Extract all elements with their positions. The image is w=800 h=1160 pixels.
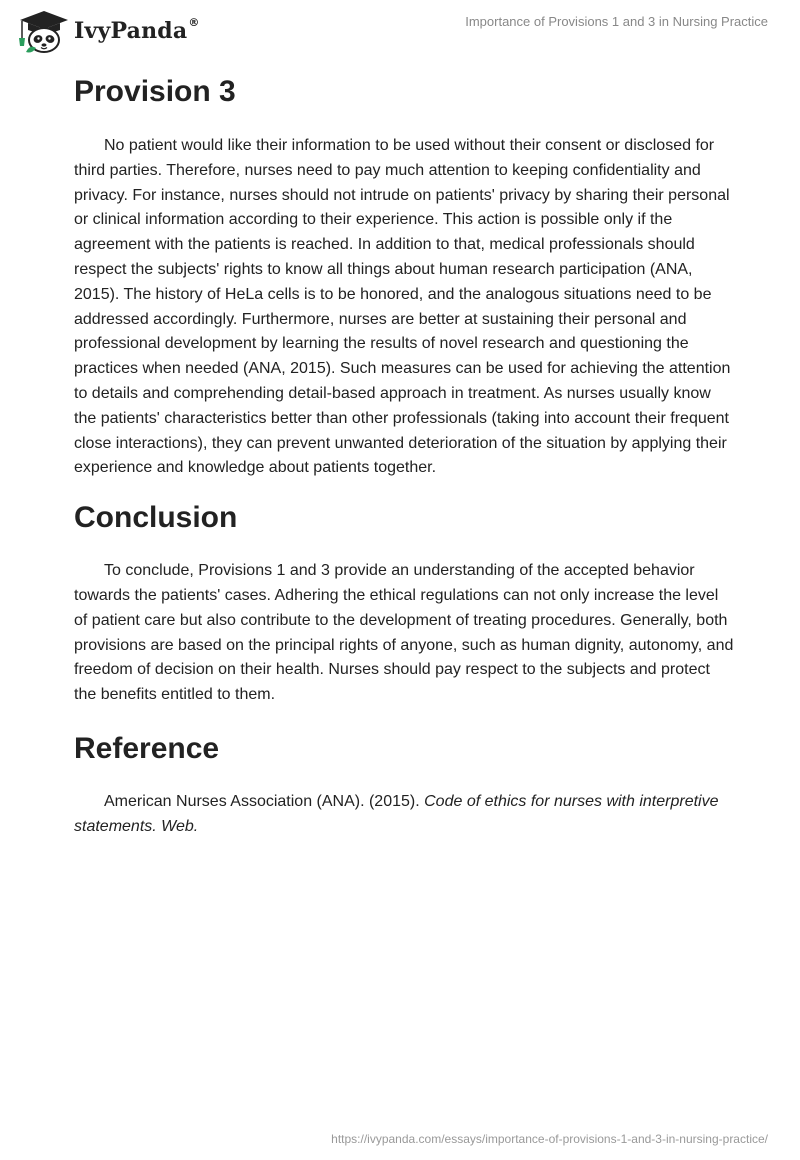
reference-title: Code of ethics for nurses with interpretive statements. Web. bbox=[74, 792, 719, 835]
reference-authors: American Nurses Association (ANA). (2015). bbox=[104, 792, 425, 810]
section-heading: Conclusion bbox=[74, 501, 238, 535]
section-paragraph: No patient would like their information to be used without their consent or disclosed for third parties. Therefore, nurses need to pay much attention to keeping confidentiality and privacy. For instance, nurses should not intrude on patients' privacy by sharing their personal or clinical information according to their experience. This action is possible only if the agreement with the patients is reached. In addition to that, medical professionals should respect the subjects' rights to know all things about human research participation (ANA, 2015). The history of HeLa cells is to be honored, and the analogous situations need to be addressed accordingly. Furthermore, nurses are better at sustaining their personal and professional development by learning the results of novel research and questioning the practices when needed (ANA, 2015). Such measures can be used for achieving the attention to details and comprehending detail-based approach in treatment. As nurses usually know the patients' characteristics better than other professionals (taking into account their frequent close interactions), they can prevent unwanted deterioration of the situation by applying their experience and knowledge about patients together. bbox=[74, 137, 731, 477]
page-header bbox=[0, 0, 800, 64]
section-provision-3 bbox=[74, 72, 734, 481]
section-reference bbox=[74, 729, 734, 840]
section-heading: Reference bbox=[74, 731, 220, 765]
panda-graduation-cap-icon bbox=[14, 8, 68, 54]
reference-entry bbox=[74, 790, 734, 840]
essay-content bbox=[74, 70, 734, 840]
brand-name: IvyPanda ® bbox=[74, 16, 200, 44]
section-conclusion bbox=[74, 498, 734, 708]
registered-mark: ® bbox=[188, 16, 200, 29]
source-url[interactable]: https://ivypanda.com/essays/importance-of-provisions-1-and-3-in-nursing-practice/ bbox=[331, 1132, 768, 1146]
section-paragraph: To conclude, Provisions 1 and 3 provide an understanding of the accepted behavior towards the patients' cases. Adhering the ethical regulations can not only increase the level of patient care but also contribute to the development of treating procedures. Generally, both provisions are based on the principal rights of anyone, such as human dignity, autonomy, and freedom of decision on their health. Nurses should pay respect to the subjects and protect the benefits entitled to them. bbox=[74, 562, 734, 704]
brand-logo[interactable] bbox=[14, 8, 200, 54]
document-title: Importance of Provisions 1 and 3 in Nursing Practice bbox=[465, 14, 768, 29]
section-heading: Provision 3 bbox=[74, 75, 236, 108]
